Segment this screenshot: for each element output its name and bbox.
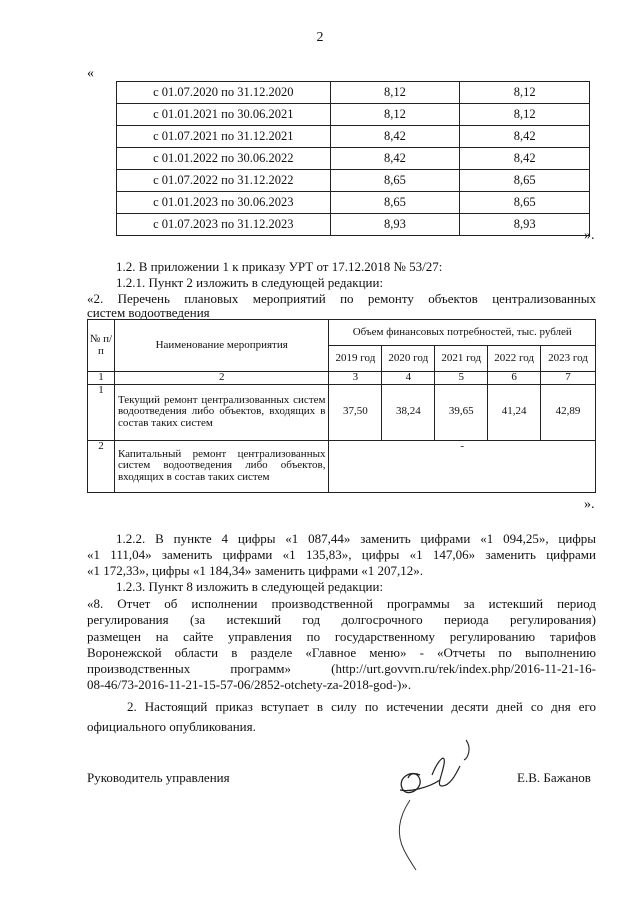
tariff-value-cell: 8,93 [330, 214, 460, 236]
tariff-row [117, 214, 590, 236]
tariff-value-cell: 8,12 [330, 104, 460, 126]
year-header: 2023 год [541, 346, 596, 372]
text-line: 2. Настоящий приказ вступает в силу по истечении десяти дней со дня его [127, 699, 596, 714]
header-name: Наименование мероприятия [114, 320, 329, 372]
measures-table [87, 319, 596, 493]
paragraph-1-2-2 [87, 531, 596, 579]
table-row [88, 440, 596, 492]
year-header: 2021 год [435, 346, 488, 372]
measure-name: Текущий ремонт централизованных систем водоотведения либо объектов, входящих в состав таких систем [114, 384, 329, 440]
period-cell: с 01.07.2020 по 31.12.2020 [117, 82, 331, 104]
column-number: 5 [435, 372, 488, 385]
text-line: 1.2.2. В пункте 4 цифры «1 087,44» заменить цифрами «1 094,25», цифры [116, 531, 596, 546]
table1-close-quote: ». [584, 228, 595, 243]
year-header: 2019 год [329, 346, 382, 372]
tariff-row [117, 148, 590, 170]
period-cell: с 01.01.2023 по 30.06.2023 [117, 192, 331, 214]
tariff-value-cell: 8,42 [330, 148, 460, 170]
period-cell: с 01.01.2022 по 30.06.2022 [117, 148, 331, 170]
tariff-row [117, 192, 590, 214]
value-cell: 41,24 [488, 384, 541, 440]
measure-name: Капитальный ремонт централизованных систем водоотведения либо объектов, входящих в состав таких систем [114, 440, 329, 492]
tariff-row [117, 126, 590, 148]
open-quote: « [87, 66, 94, 81]
year-header: 2020 год [382, 346, 435, 372]
tariff-row [117, 170, 590, 192]
handwritten-signature [380, 730, 500, 880]
signatory-name: Е.В. Бажанов [517, 770, 591, 785]
paragraph-2 [87, 697, 596, 737]
merged-value-cell: - [329, 440, 596, 492]
tariff-value-cell: 8,93 [460, 214, 590, 236]
text-line: официального опубликования. [87, 719, 256, 734]
period-cell: с 01.07.2022 по 31.12.2022 [117, 170, 331, 192]
value-cell: 37,50 [329, 384, 382, 440]
signatory-title: Руководитель управления [87, 770, 230, 785]
text-line: «8. Отчет об исполнении производственной программы за истекший период [87, 596, 596, 611]
text-line: «1 111,04» заменить цифрами «1 135,83», цифры «1 147,06» заменить цифрами [87, 547, 596, 562]
text-line: производственных программ» (http://urt.govvrn.ru/rek/index.php/2016-11-21-16- [87, 661, 596, 677]
value-cell: 39,65 [435, 384, 488, 440]
text-line: «1 172,33», цифры «1 184,34» заменить цифрами «1 207,12». [87, 563, 424, 578]
tariff-table [116, 81, 590, 236]
list-title-line1: «2. Перечень плановых мероприятий по ремонту объектов централизованных [87, 291, 596, 306]
list-title-line2: систем водоотведения [87, 305, 210, 320]
paragraph-1-2-3: 1.2.3. Пункт 8 изложить в следующей редакции: [116, 579, 384, 594]
text-line: Воронежской области в разделе «Главное меню» - «Отчеты по выполнению [87, 644, 596, 660]
column-number: 4 [382, 372, 435, 385]
tariff-value-cell: 8,42 [330, 126, 460, 148]
tariff-value-cell: 8,42 [460, 148, 590, 170]
tariff-value-cell: 8,12 [460, 104, 590, 126]
tariff-value-cell: 8,65 [330, 170, 460, 192]
period-cell: с 01.07.2021 по 31.12.2021 [117, 126, 331, 148]
paragraph-1-2: 1.2. В приложении 1 к приказу УРТ от 17.12.2018 № 53/27: [116, 259, 443, 274]
tariff-row [117, 82, 590, 104]
row-number: 1 [88, 384, 115, 440]
column-number: 2 [114, 372, 329, 385]
period-cell: с 01.01.2021 по 30.06.2021 [117, 104, 331, 126]
text-line: 08-46/73-2016-11-21-15-57-06/2852-otchety-za-2018-god-)». [87, 677, 412, 693]
text-line: регулирования (за истекший год долгосрочного периода регулирования) [87, 612, 596, 628]
column-number: 3 [329, 372, 382, 385]
table-row [88, 384, 596, 440]
column-number: 7 [541, 372, 596, 385]
header-volume: Объем финансовых потребностей, тыс. рублей [329, 320, 596, 346]
paragraph-1-2-1: 1.2.1. Пункт 2 изложить в следующей редакции: [116, 275, 384, 290]
table2-close-quote: ». [584, 497, 595, 512]
tariff-row [117, 104, 590, 126]
row-number: 2 [88, 440, 115, 492]
tariff-value-cell: 8,12 [460, 82, 590, 104]
period-cell: с 01.07.2023 по 31.12.2023 [117, 214, 331, 236]
tariff-value-cell: 8,65 [330, 192, 460, 214]
header-num: № п/п [88, 320, 115, 372]
text-line: размещен на сайте управления по государственному регулированию тарифов [87, 628, 596, 644]
paragraph-8 [87, 596, 596, 694]
year-header: 2022 год [488, 346, 541, 372]
value-cell: 38,24 [382, 384, 435, 440]
page-number: 2 [316, 30, 324, 45]
tariff-value-cell: 8,65 [460, 192, 590, 214]
tariff-value-cell: 8,65 [460, 170, 590, 192]
tariff-value-cell: 8,42 [460, 126, 590, 148]
value-cell: 42,89 [541, 384, 596, 440]
column-number: 1 [88, 372, 115, 385]
column-number: 6 [488, 372, 541, 385]
tariff-value-cell: 8,12 [330, 82, 460, 104]
